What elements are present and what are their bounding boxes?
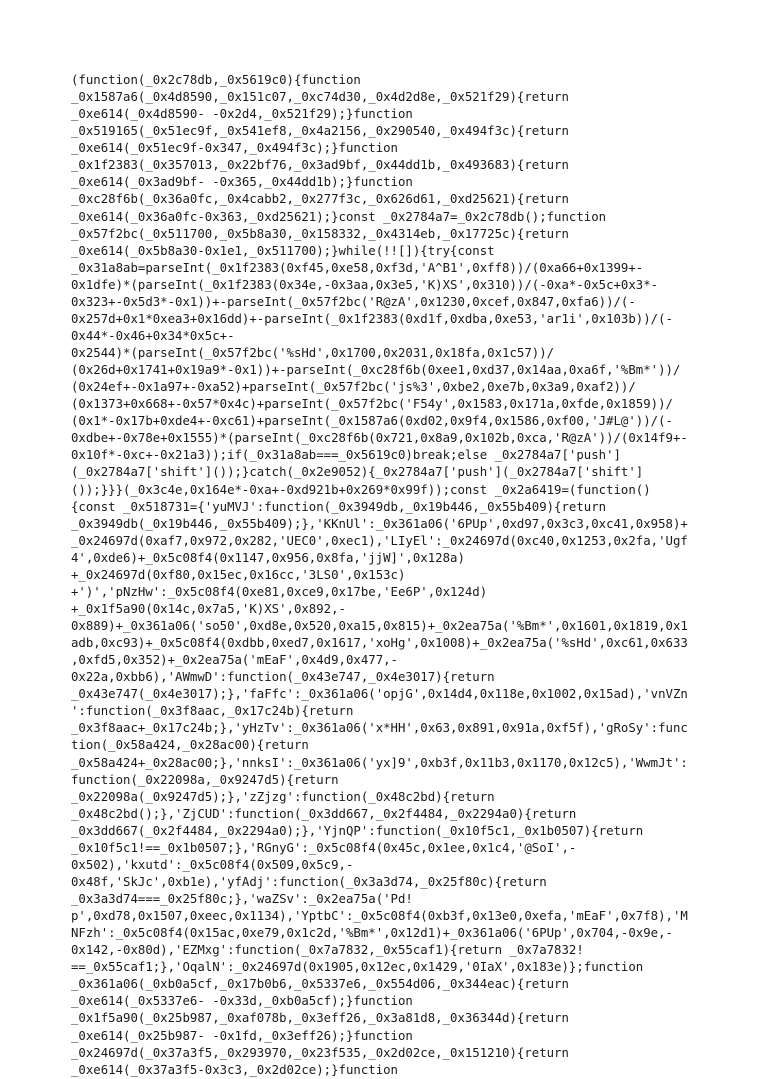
code-line: {const _0x518731={'yuMVJ':function(_0x3949db,_0x19b446,_0x55b409){return — [71, 499, 607, 514]
code-line: 0x22a,0xbb6),'AWmwD':function(_0x43e747,_0x4e3017){return — [71, 670, 495, 685]
code-line: +')','pNzHw':_0x5c08f4(0xe81,0xce9,0x17be,'Ee6P',0x124d) — [71, 584, 488, 599]
code-line: _0x1f2383(_0x357013,_0x22bf76,_0x3ad9bf,_0x44dd1b,_0x493683){return — [71, 158, 569, 173]
code-line: 0x142,-0x80d),'EZMxg':function(_0x7a7832,_0x55caf1){return _0x7a7832! — [71, 943, 584, 958]
code-line: (_0x2784a7['shift']());}catch(_0x2e9052){_0x2784a7['push'](_0x2784a7['shift'] — [71, 465, 644, 480]
code-line: +_0x24697d(0xf80,0x15ec,0x16cc,'3LS0',0x153c) — [71, 567, 406, 582]
code-line: ==_0x55caf1;},'OqalN':_0x24697d(0x1905,0x12ec,0x1429,'0IaX',0x183e)};function — [71, 960, 644, 975]
code-line: _0x24697d(_0x37a3f5,_0x293970,_0x23f535,_0x2d02ce,_0x151210){return — [71, 1045, 569, 1060]
code-line: _0x1587a6(_0x4d8590,_0x151c07,_0xc74d30,_0x4d2d8e,_0x521f29){return — [71, 90, 569, 105]
code-line: _0xe614(_0x5337e6- -0x33d,_0xb0a5cf);}function — [71, 994, 413, 1009]
code-line: 0x889)+_0x361a06('so50',0xd8e,0x520,0xa15,0x815)+_0x2ea75a('%Bm*',0x1601,0x1819,0x1 — [71, 619, 688, 633]
code-line: _0x519165(_0x51ec9f,_0x541ef8,_0x4a2156,_0x290540,_0x494f3c){return — [71, 124, 569, 139]
code-line: _0xe614(_0x37a3f5-0x3c3,_0x2d02ce);}function — [71, 1062, 398, 1077]
code-line: 0x2544)*(parseInt(_0x57f2bc('%sHd',0x1700,0x2031,0x18fa,0x1c57))/ — [71, 346, 555, 360]
code-line: _0x57f2bc(_0x511700,_0x5b8a30,_0x158332,_0x4314eb,_0x17725c){return — [71, 226, 569, 241]
code-line: (0x24ef+-0x1a97+-0xa52)+parseInt(_0x57f2bc('js%3',0xbe2,0xe7b,0x3a9,0xaf2))/ — [71, 380, 636, 395]
code-line: 0x44*-0x46+0x34*0x5c+- — [71, 328, 235, 343]
code-line: ':function(_0x3f8aac,_0x17c24b){return — [71, 704, 354, 719]
code-line: 0x48f,'SkJc',0xb1e),'yfAdj':function(_0x3a3d74,_0x25f80c){return — [71, 874, 547, 889]
code-line: _0x48c2bd();},'ZjCUD':function(_0x3dd667,_0x2f4484,_0x2294a0){return — [71, 806, 577, 821]
code-line: ,0xfd5,0x352)+_0x2ea75a('mEaF',0x4d9,0x477,- — [71, 653, 398, 668]
code-line: 4',0xde6)+_0x5c08f4(0x1147,0x956,0x8fa,'jjW]',0x128a) — [71, 550, 465, 565]
code-line: _0x10f5c1!==_0x1b0507;},'RGnyG':_0x5c08f4(0x45c,0x1ee,0x1c4,'@SoI',- — [71, 840, 577, 855]
code-line: _0x58a424+_0x28ac00;},'nnksI':_0x361a06('yx]9',0xb3f,0x11b3,0x1170,0x12c5),'WwmJt': — [71, 755, 688, 770]
code-line: _0x1f5a90(_0x25b987,_0xaf078b,_0x3eff26,_0x3a81d8,_0x36344d){return — [71, 1011, 569, 1026]
code-line: (0x1*-0x17b+0xde4+-0xc61)+parseInt(_0x1587a6(0xd02,0x9f4,0x1586,0xf00,'J#L@'))/(- — [71, 414, 673, 429]
code-line: _0x22098a(_0x9247d5);},'zZjzg':function(_0x48c2bd){return — [71, 789, 495, 804]
code-line: _0x43e747(_0x4e3017);},'faFfc':_0x361a06('opjG',0x14d4,0x118e,0x1002,0x15ad),'vnVZn — [71, 687, 688, 702]
code-line: _0x24697d(0xaf7,0x972,0x282,'UEC0',0xec1),'LIyEl':_0x24697d(0xc40,0x1253,0x2fa,'Ugf — [71, 533, 688, 548]
code-line: tion(_0x58a424,_0x28ac00){return — [71, 738, 309, 753]
code-line: (0x1373+0x668+-0x57*0x4c)+parseInt(_0x57f2bc('F54y',0x1583,0x171a,0xfde,0x1859))/ — [71, 397, 673, 412]
code-line: _0xe614(_0x5b8a30-0x1e1,_0x511700);}while(!![]){try{const — [71, 243, 495, 258]
code-block — [71, 72, 701, 1079]
code-line: p',0xd78,0x1507,0xeec,0x1134),'YptbC':_0x5c08f4(0xb3f,0x13e0,0xefa,'mEaF',0x7f8),'M — [71, 909, 688, 924]
code-line: 0x257d+0x1*0xea3+0x16dd)+-parseInt(_0x1f2383(0xd1f,0xdba,0xe53,'ar1i',0x103b))/(- — [71, 311, 673, 326]
code-line: _0xe614(_0x36a0fc-0x363,_0xd25621);}const _0x2784a7=_0x2c78db();function — [71, 209, 607, 224]
code-line: +_0x1f5a90(0x14c,0x7a5,'K)XS',0x892,- — [71, 601, 346, 616]
code-line: _0x361a06(_0xb0a5cf,_0x17b0b6,_0x5337e6,_0x554d06,_0x344eac){return — [71, 977, 569, 992]
code-line: _0xe614(_0x51ec9f-0x347,_0x494f3c);}function — [71, 141, 398, 156]
code-line: _0x31a8ab=parseInt(_0x1f2383(0xf45,0xe58,0xf3d,'A^B1',0xff8))/(0xa66+0x1399+- — [71, 260, 644, 275]
code-line: 0x1dfe)*(parseInt(_0x1f2383(0x34e,-0x3aa,0x3e5,'K)XS',0x310))/(-0xa*-0x5c+0x3*- — [71, 277, 659, 292]
code-line: _0x3a3d74===_0x25f80c;},'waZSv':_0x2ea75a('Pd! — [71, 892, 413, 906]
code-line: _0x3dd667(_0x2f4484,_0x2294a0);},'YjnQP':function(_0x10f5c1,_0x1b0507){return — [71, 823, 644, 838]
code-line: ());}}}(_0x3c4e,0x164e*-0xa+-0xd921b+0x269*0x99f));const _0x2a6419=(function() — [71, 482, 651, 497]
code-line: NFzh':_0x5c08f4(0x15ac,0xe79,0x1c2d,'%Bm*',0x12d1)+_0x361a06('6PUp',0x704,-0x9e,- — [71, 926, 673, 941]
code-line: 0x323+-0x5d3*-0x1))+-parseInt(_0x57f2bc('R@zA',0x1230,0xcef,0x847,0xfa6))/(- — [71, 294, 636, 309]
code-line: adb,0xc93)+_0x5c08f4(0xdbb,0xed7,0x1617,'xoHg',0x1008)+_0x2ea75a('%sHd',0xc61,0x633 — [71, 636, 688, 651]
code-line: (function(_0x2c78db,_0x5619c0){function — [71, 73, 361, 87]
code-line: (0x26d+0x1741+0x19a9*-0x1))+-parseInt(_0xc28f6b(0xee1,0xd37,0x14aa,0xa6f,'%Bm*'))/ — [71, 363, 681, 378]
code-line: _0x3949db(_0x19b446,_0x55b409);},'KKnUl':_0x361a06('6PUp',0xd97,0x3c3,0xc41,0x958)+ — [71, 516, 688, 531]
code-line: _0xe614(_0x4d8590- -0x2d4,_0x521f29);}function — [71, 107, 413, 122]
code-line: 0xdbe+-0x78e+0x1555)*(parseInt(_0xc28f6b(0x721,0x8a9,0x102b,0xca,'R@zA'))/(0x14f9+- — [71, 431, 688, 446]
code-line: _0xc28f6b(_0x36a0fc,_0x4cabb2,_0x277f3c,_0x626d61,_0xd25621){return — [71, 192, 569, 207]
code-line: function(_0x22098a,_0x9247d5){return — [71, 772, 339, 787]
code-line: _0xe614(_0x3ad9bf- -0x365,_0x44dd1b);}function — [71, 175, 413, 190]
code-line: _0x3f8aac+_0x17c24b;},'yHzTv':_0x361a06('x*HH',0x63,0x891,0x91a,0xf5f),'gRoSy':func — [71, 721, 688, 736]
code-line: 0x502),'kxutd':_0x5c08f4(0x509,0x5c9,- — [71, 857, 354, 872]
code-line: 0x10f*-0xc+-0x21a3));if(_0x31a8ab===_0x5619c0)break;else _0x2784a7['push'] — [71, 448, 621, 463]
code-line: _0xe614(_0x25b987- -0x1fd,_0x3eff26);}function — [71, 1028, 413, 1043]
